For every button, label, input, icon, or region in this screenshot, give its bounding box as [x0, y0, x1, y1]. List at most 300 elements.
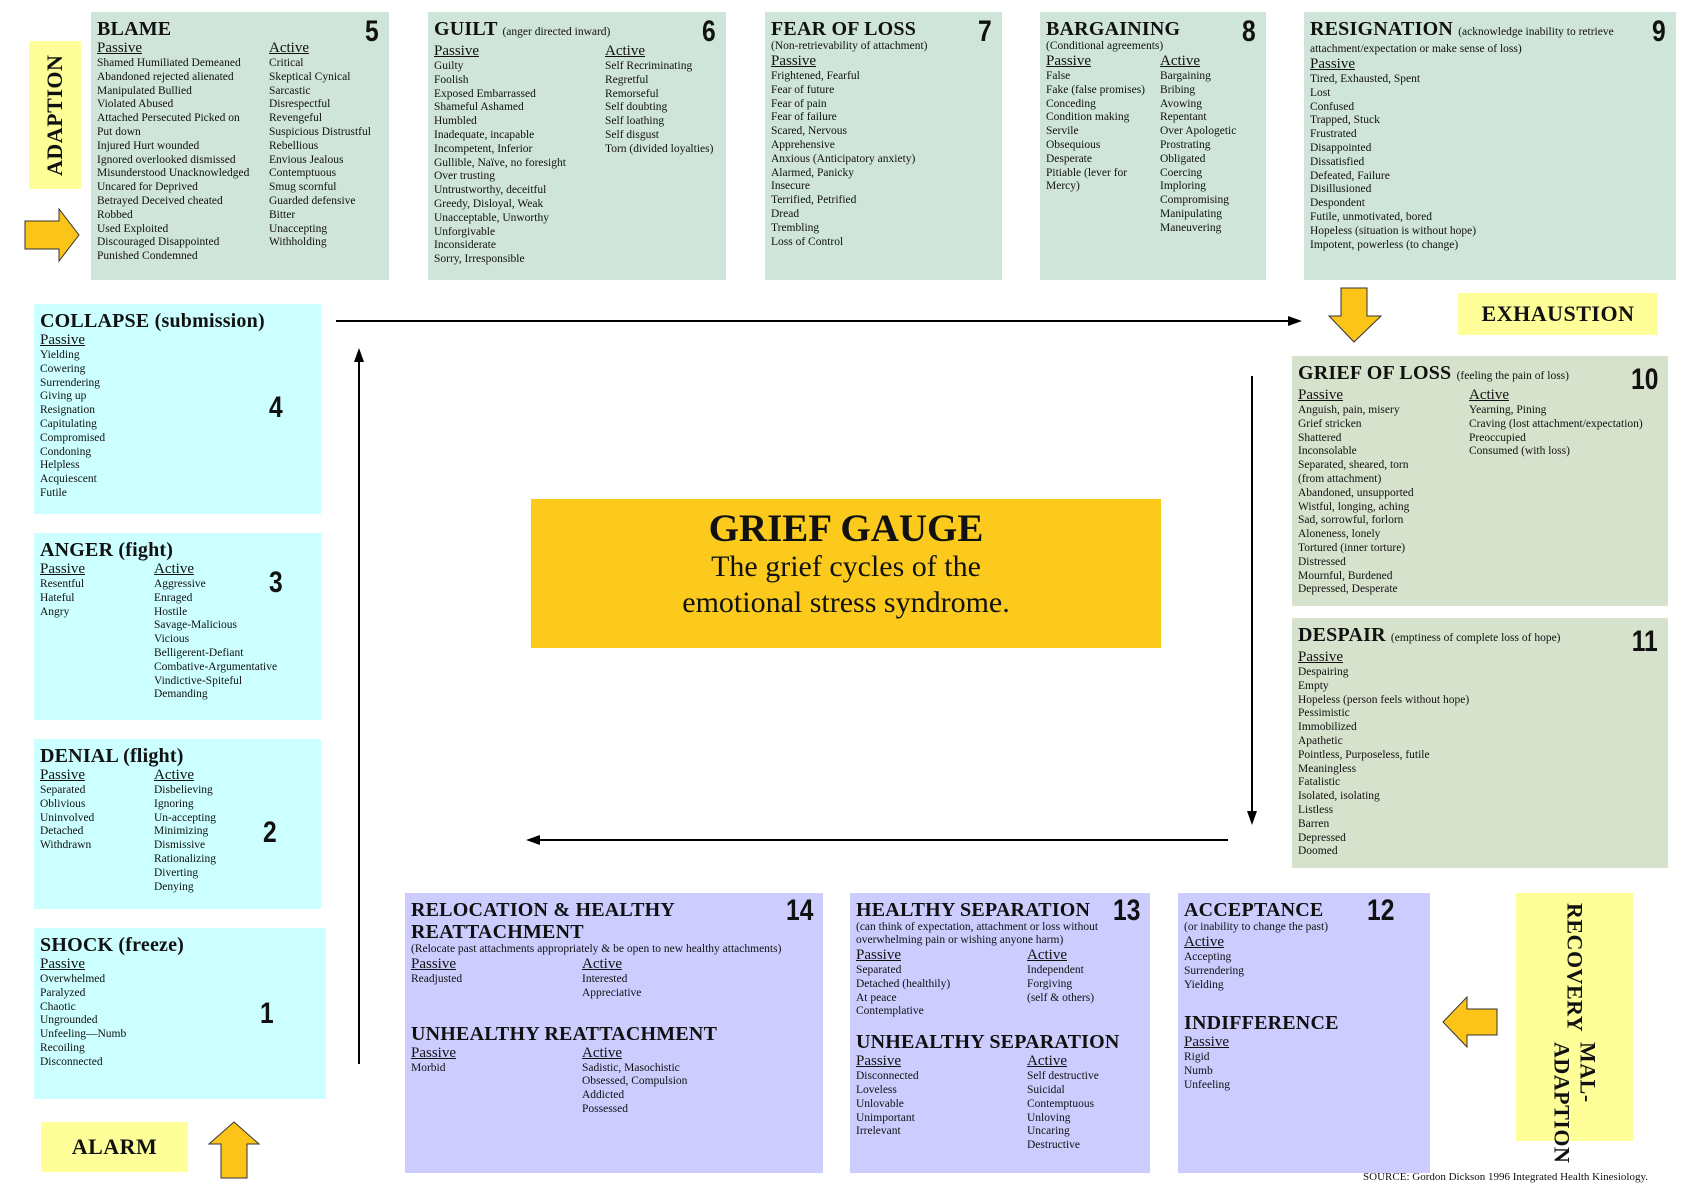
stage-subtitle: attachment/expectation or make sense of loss) — [1310, 43, 1522, 55]
exhaustion-label: EXHAUSTION — [1458, 293, 1658, 335]
feeling-item: Doomed — [1298, 845, 1338, 858]
stage-title: RELOCATION & HEALTHY — [411, 899, 676, 921]
feeling-item: Un-accepting — [154, 811, 216, 824]
arrow-down-icon — [1327, 286, 1383, 344]
feeling-item: Discouraged Disappointed — [97, 236, 220, 249]
feeling-item: Abandoned, unsupported — [1298, 486, 1414, 499]
stage-acceptance — [1178, 893, 1430, 1173]
feeling-item: Savage-Malicious — [154, 619, 238, 632]
arrow-left-icon — [1441, 995, 1499, 1049]
feeling-item: Despairing — [1298, 666, 1349, 678]
feeling-item: Unaccepting — [269, 222, 328, 235]
feeling-item: Apprehensive — [771, 138, 835, 151]
feeling-item: Helpless — [40, 459, 80, 472]
feeling-item: Hopeless (situation is without hope) — [1310, 224, 1477, 237]
feeling-item: Robbed — [97, 208, 133, 221]
feeling-item: Depressed — [1298, 831, 1346, 844]
feeling-item: Angry — [40, 605, 70, 618]
feeling-item: Empty — [1298, 679, 1329, 692]
stage-subtitle: (Non-retrievability of attachment) — [771, 40, 928, 52]
feeling-item: Maneuvering — [1160, 221, 1222, 234]
feeling-item: Cowering — [40, 362, 86, 375]
feeling-item: Loss of Control — [771, 235, 844, 248]
feeling-item: Depressed, Desperate — [1298, 583, 1398, 596]
stage-number: 12 — [1366, 894, 1394, 927]
passive-heading: Passive — [856, 1053, 901, 1070]
feeling-item: Hostile — [154, 605, 188, 618]
passive-heading: Passive — [40, 561, 85, 577]
feeling-item: Vindictive-Spiteful — [154, 674, 243, 687]
feeling-item: Sadistic, Masochistic — [582, 1061, 680, 1074]
passive-heading: Passive — [1298, 649, 1343, 665]
source-note: SOURCE: Gordon Dickson 1996 Integrated Health Kinesiology. — [1363, 1171, 1648, 1183]
stage-title: SHOCK (freeze) — [40, 934, 185, 956]
feeling-item: Prostrating — [1160, 138, 1211, 151]
feeling-item: Unlovable — [856, 1097, 904, 1110]
feeling-item: Torn (divided loyalties) — [605, 142, 714, 155]
feeling-item: Fear of failure — [771, 111, 837, 124]
feeling-item: Inadequate, incapable — [434, 128, 535, 141]
feeling-item: Misunderstood Unacknowledged — [97, 167, 250, 180]
feeling-item: Ungrounded — [40, 1014, 98, 1027]
stage-anger — [34, 533, 321, 720]
feeling-item: Desperate — [1046, 152, 1092, 165]
feeling-list — [856, 964, 1027, 1019]
stage-number: 5 — [365, 15, 379, 48]
stage-number: 9 — [1652, 15, 1666, 48]
feeling-item: Combative-Argumentative — [154, 660, 278, 673]
feeling-item: Shamed Humiliated Demeaned — [97, 57, 241, 69]
feeling-item: Appreciative — [582, 986, 642, 999]
feeling-item: Conceding — [1046, 97, 1096, 110]
feeling-item: Foolish — [434, 73, 469, 86]
feeling-list — [97, 57, 269, 264]
stage-note: (acknowledge inability to retrieve — [1458, 26, 1614, 38]
feeling-item: Bribing — [1160, 83, 1196, 96]
stage-title: HEALTHY SEPARATION — [856, 899, 1091, 921]
active-heading: Active — [269, 40, 309, 56]
stage-title: DENIAL (flight) — [40, 745, 184, 767]
feeling-item: False — [1046, 70, 1071, 82]
feeling-list — [1027, 964, 1094, 1005]
arrow-up-icon — [207, 1120, 261, 1180]
feeling-item: Abandoned rejected alienated — [97, 70, 234, 83]
stage-number: 4 — [269, 391, 283, 424]
feeling-item: Forgiving — [1027, 977, 1073, 990]
feeling-item: Despondent — [1310, 197, 1365, 210]
feeling-item: Trembling — [771, 221, 820, 234]
feeling-item: Suicidal — [1027, 1083, 1065, 1096]
feeling-item: Alarmed, Panicky — [771, 166, 855, 179]
feeling-item: Resignation — [40, 404, 95, 417]
feeling-list — [1298, 666, 1469, 859]
stage-grief-of-loss — [1292, 356, 1668, 606]
stage-title: FEAR OF LOSS — [771, 18, 917, 40]
feeling-item: Yielding — [1184, 978, 1224, 991]
feeling-item: Avowing — [1160, 97, 1202, 110]
feeling-list — [582, 973, 641, 1001]
feeling-item: Frustrated — [1310, 128, 1357, 141]
passive-heading: Passive — [411, 1044, 456, 1061]
feeling-item: Disconnected — [856, 1070, 919, 1083]
feeling-item: Resentful — [40, 578, 85, 590]
feeling-item: Immobilized — [1298, 721, 1357, 734]
feeling-item: Pitiable (lever for — [1046, 166, 1128, 179]
feeling-item: Detached — [40, 825, 84, 838]
feeling-item: Capitulating — [40, 417, 97, 430]
feeling-list — [411, 1062, 582, 1076]
feeling-item: Diverting — [154, 866, 199, 879]
feeling-item: Readjusted — [411, 973, 463, 985]
feeling-item: Exposed Embarrassed — [434, 87, 536, 100]
feeling-item: Withholding — [269, 236, 327, 249]
feeling-item: Unforgivable — [434, 225, 496, 238]
feeling-item: Mercy) — [1046, 180, 1080, 193]
feeling-item: Accepting — [1184, 951, 1232, 963]
stage-healthy-separation — [850, 893, 1150, 1173]
stage-subtitle: (Conditional agreements) — [1046, 40, 1164, 52]
passive-heading: Passive — [1298, 387, 1343, 403]
stage-title: BLAME — [97, 18, 172, 40]
feeling-item: Destructive — [1027, 1139, 1081, 1152]
feeling-item: Numb — [1184, 1065, 1213, 1078]
feeling-list — [1184, 951, 1244, 992]
stage-title: ANGER (fight) — [40, 539, 174, 561]
feeling-item: Disbelieving — [154, 784, 213, 796]
feeling-item: Consumed (with loss) — [1469, 445, 1570, 458]
active-heading: Active — [1027, 1053, 1067, 1070]
feeling-list — [154, 578, 277, 702]
feeling-item: Condoning — [40, 445, 92, 458]
feeling-item: Violated Abused — [97, 98, 174, 111]
feeling-item: Smug scornful — [269, 181, 337, 194]
arrowhead-right — [1288, 316, 1302, 326]
feeling-item: Disrespectful — [269, 98, 331, 111]
feeling-item: Loveless — [856, 1083, 897, 1096]
feeling-list — [1310, 73, 1476, 252]
stage-resignation — [1304, 12, 1676, 280]
feeling-item: Unloving — [1027, 1111, 1071, 1124]
recovery-label — [1516, 893, 1633, 1164]
feeling-item: Belligerent-Defiant — [154, 646, 244, 659]
feeling-item: Contemplative — [856, 1005, 924, 1018]
stage-title: BARGAINING — [1046, 18, 1181, 40]
page-subtitle: emotional stress syndrome. — [682, 586, 1010, 619]
stage-number: 3 — [269, 566, 283, 599]
feeling-item: Impotent, powerless (to change) — [1310, 238, 1459, 251]
feeling-item: Listless — [1298, 803, 1334, 816]
feeling-item: Sorry, Irresponsible — [434, 253, 525, 266]
stage-denial — [34, 739, 321, 909]
feeling-list — [1184, 1051, 1230, 1092]
feeling-item: Chaotic — [40, 1000, 76, 1013]
stage-note: (anger directed inward) — [502, 26, 611, 38]
passive-heading: Passive — [1184, 1034, 1229, 1051]
feeling-item: Possessed — [582, 1102, 629, 1115]
feeling-item: Separated, sheared, torn — [1298, 459, 1409, 472]
stage-title: GRIEF OF LOSS — [1298, 362, 1452, 384]
feeling-item: Anguish, pain, misery — [1298, 404, 1400, 416]
feeling-item: Incompetent, Inferior — [434, 142, 533, 155]
feeling-item: Self doubting — [605, 101, 668, 114]
feeling-item: Uncared for Deprived — [97, 181, 198, 194]
feeling-item: Tired, Exhausted, Spent — [1310, 73, 1421, 85]
feeling-item: Repentant — [1160, 111, 1207, 124]
feeling-list — [269, 57, 371, 250]
feeling-list — [771, 70, 915, 249]
feeling-list — [40, 578, 154, 619]
stage-title-2: INDIFFERENCE — [1184, 1012, 1339, 1035]
feeling-item: Uncaring — [1027, 1125, 1070, 1138]
stage-number: 7 — [978, 15, 992, 48]
feeling-item: Anxious (Anticipatory anxiety) — [771, 152, 916, 165]
arrowhead-left — [526, 835, 540, 845]
feeling-item: Futile, unmotivated, bored — [1310, 210, 1433, 223]
passive-heading: Passive — [434, 43, 479, 59]
active-heading: Active — [582, 1044, 622, 1061]
arrow-right-icon — [23, 207, 81, 263]
feeling-item: (self & others) — [1027, 991, 1095, 1004]
feeling-item: Disconnected — [40, 1055, 103, 1068]
feeling-item: Distressed — [1298, 555, 1346, 568]
feeling-item: Demanding — [154, 688, 208, 701]
maladaption-text: MAL-ADAPTION — [1549, 1042, 1601, 1164]
passive-heading: Passive — [40, 767, 85, 783]
grief-gauge-panel — [531, 499, 1161, 648]
stage-title-2: UNHEALTHY REATTACHMENT — [411, 1022, 718, 1045]
feeling-item: Humbled — [434, 115, 477, 128]
passive-heading: Passive — [411, 956, 456, 972]
stage-number: 1 — [260, 997, 274, 1030]
feeling-item: Contemptuous — [1027, 1097, 1095, 1110]
feeling-item: Self destructive — [1027, 1070, 1099, 1083]
feeling-item: Uninvolved — [40, 811, 95, 824]
feeling-list — [411, 973, 582, 987]
feeling-item: Giving up — [40, 390, 87, 403]
feeling-item: Unacceptable, Unworthy — [434, 211, 549, 224]
active-heading: Active — [605, 43, 645, 59]
feeling-list — [154, 784, 216, 894]
feeling-item: Grief stricken — [1298, 417, 1362, 430]
stage-title: DESPAIR — [1298, 624, 1386, 646]
feeling-item: Acquiescent — [40, 473, 97, 486]
feeling-item: Yielding — [40, 349, 80, 361]
feeling-item: Unfeeling—Numb — [40, 1028, 127, 1041]
feeling-item: Apathetic — [1298, 734, 1343, 747]
feeling-item: Betrayed Deceived cheated — [97, 194, 223, 207]
stage-relocation — [405, 893, 823, 1173]
feeling-item: Condition making — [1046, 111, 1130, 124]
feeling-item: Surrendering — [1184, 964, 1245, 977]
feeling-item: Overwhelmed — [40, 973, 106, 985]
stage-number: 11 — [1631, 625, 1658, 658]
feeling-item: Minimizing — [154, 825, 209, 838]
stage-subtitle: overwhelming pain or wishing anyone harm) — [856, 934, 1064, 946]
stage-guilt — [428, 12, 726, 280]
feeling-item: Tortured (inner torture) — [1298, 541, 1406, 554]
feeling-item: Terrified, Petrified — [771, 194, 857, 207]
feeling-item: Wistful, longing, aching — [1298, 500, 1410, 513]
feeling-item: Morbid — [411, 1061, 446, 1074]
feeling-item: Disillusioned — [1310, 183, 1372, 196]
feeling-item: Envious Jealous — [269, 153, 344, 166]
feeling-item: Meaningless — [1298, 762, 1357, 775]
feeling-list — [1027, 1070, 1099, 1153]
stage-title: GUILT — [434, 18, 498, 40]
feeling-item: Obsequious — [1046, 138, 1101, 151]
feeling-item: Obligated — [1160, 152, 1206, 165]
feeling-item: Greedy, Disloyal, Weak — [434, 197, 544, 210]
active-heading: Active — [1184, 934, 1224, 950]
feeling-item: Craving (lost attachment/expectation) — [1469, 417, 1643, 430]
active-heading: Active — [582, 956, 622, 972]
stage-subtitle: (or inability to change the past) — [1184, 921, 1329, 933]
feeling-item: Guilty — [434, 60, 464, 72]
stage-title-2: UNHEALTHY SEPARATION — [856, 1031, 1120, 1054]
feeling-item: Interested — [582, 973, 628, 985]
stage-title: ACCEPTANCE — [1184, 899, 1324, 921]
active-heading: Active — [1027, 947, 1067, 963]
feeling-item: Sad, sorrowful, forlorn — [1298, 514, 1404, 527]
feeling-item: Shattered — [1298, 431, 1342, 444]
passive-heading: Passive — [856, 947, 901, 963]
feeling-item: Critical — [269, 57, 304, 69]
active-heading: Active — [154, 561, 194, 577]
feeling-list — [1160, 70, 1236, 236]
feeling-item: Injured Hurt wounded — [97, 139, 200, 152]
feeling-item: Ignoring — [154, 797, 194, 810]
feeling-item: Skeptical Cynical — [269, 70, 351, 83]
feeling-item: Guarded defensive — [269, 194, 356, 207]
feeling-item: At peace — [856, 991, 897, 1004]
feeling-item: Fear of pain — [771, 97, 827, 110]
feeling-item: Self disgust — [605, 128, 659, 141]
page-title: GRIEF GAUGE — [708, 507, 984, 550]
feeling-item: Untrustworthy, deceitful — [434, 184, 547, 197]
feeling-item: Servile — [1046, 125, 1079, 138]
stage-despair — [1292, 618, 1668, 868]
feeling-item: Fake (false promises) — [1046, 83, 1145, 96]
feeling-list — [434, 60, 605, 267]
feeling-item: Disappointed — [1310, 141, 1372, 154]
stage-title: RESIGNATION — [1310, 18, 1453, 40]
recovery-text: RECOVERY — [1562, 903, 1588, 1033]
stage-bargaining — [1040, 12, 1266, 280]
feeling-item: Compromising — [1160, 194, 1230, 207]
feeling-item: Defeated, Failure — [1310, 169, 1390, 182]
arrowhead-down — [1247, 811, 1257, 825]
feeling-item: Unfeeling — [1184, 1078, 1230, 1091]
stage-collapse — [34, 304, 321, 514]
feeling-item: Confused — [1310, 100, 1355, 113]
feeling-item: Futile — [40, 486, 67, 499]
feeling-list — [856, 1070, 1027, 1139]
feeling-list — [40, 973, 126, 1070]
feeling-item: Hateful — [40, 591, 75, 604]
feeling-item: Vicious — [154, 633, 190, 646]
feeling-item: Paralyzed — [40, 986, 86, 999]
feeling-item: Denying — [154, 880, 194, 893]
feeling-list — [1469, 404, 1643, 459]
stage-number: 6 — [702, 15, 716, 48]
feeling-list — [605, 60, 713, 157]
passive-heading: Passive — [1046, 53, 1091, 69]
feeling-item: Regretful — [605, 73, 649, 86]
feeling-list — [1298, 404, 1469, 597]
feeling-item: Preoccupied — [1469, 431, 1526, 444]
stage-number: 8 — [1242, 15, 1256, 48]
feeling-item: Rigid — [1184, 1051, 1210, 1064]
feeling-item: Dismissive — [154, 839, 206, 852]
active-heading: Active — [154, 767, 194, 783]
feeling-item: Dissatisfied — [1310, 155, 1365, 168]
feeling-item: Dread — [771, 207, 800, 220]
feeling-item: Unimportant — [856, 1111, 915, 1124]
feeling-item: Suspicious Distrustful — [269, 125, 371, 138]
active-heading: Active — [1469, 387, 1509, 403]
feeling-item: Attached Persecuted Picked on — [97, 112, 240, 125]
passive-heading: Passive — [771, 53, 816, 69]
feeling-item: Fear of future — [771, 83, 835, 96]
feeling-item: Rebellious — [269, 139, 319, 152]
stage-number: 2 — [263, 816, 277, 849]
passive-heading: Passive — [1310, 56, 1355, 72]
feeling-item: Irrelevant — [856, 1125, 901, 1138]
feeling-item: Bargaining — [1160, 70, 1211, 82]
feeling-item: Barren — [1298, 817, 1330, 830]
stage-title: REATTACHMENT — [411, 921, 584, 943]
feeling-item: Enraged — [154, 591, 193, 604]
feeling-item: Withdrawn — [40, 839, 92, 852]
feeling-item: Manipulated Bullied — [97, 84, 192, 97]
feeling-item: Put down — [97, 125, 141, 138]
alarm-label: ALARM — [41, 1122, 188, 1172]
passive-heading: Passive — [40, 332, 85, 348]
stage-subtitle: (Relocate past attachments appropriately & be open to new healthy attachments) — [411, 943, 782, 955]
feeling-item: Insecure — [771, 180, 810, 193]
passive-heading: Passive — [40, 956, 85, 972]
feeling-item: Gullible, Naïve, no foresight — [434, 156, 566, 169]
feeling-item: Pointless, Purposeless, futile — [1298, 748, 1430, 761]
feeling-item: Punished Condemned — [97, 250, 198, 263]
feeling-item: Remorseful — [605, 87, 659, 100]
feeling-item: Compromised — [40, 431, 106, 444]
feeling-item: Scared, Nervous — [771, 125, 848, 138]
feeling-item: Self loathing — [605, 115, 665, 128]
stage-note: (feeling the pain of loss) — [1456, 370, 1569, 382]
feeling-item: Separated — [856, 964, 902, 976]
feeling-item: Inconsolable — [1298, 445, 1357, 458]
feeling-item: Inconsiderate — [434, 239, 496, 252]
feeling-item: Trapped, Stuck — [1310, 114, 1380, 127]
feeling-item: Surrendering — [40, 376, 101, 389]
feeling-item: Manipulating — [1160, 207, 1222, 220]
feeling-item: Over Apologetic — [1160, 125, 1237, 138]
feeling-item: Over trusting — [434, 170, 496, 183]
feeling-item: Obsessed, Compulsion — [582, 1075, 688, 1088]
feeling-item: Self Recriminating — [605, 60, 693, 72]
stage-number: 14 — [785, 894, 813, 927]
feeling-item: Separated — [40, 784, 86, 796]
feeling-item: Fatalistic — [1298, 776, 1341, 789]
feeling-list — [40, 349, 105, 501]
stage-number: 13 — [1112, 894, 1140, 927]
passive-heading: Passive — [97, 40, 142, 56]
feeling-item: Oblivious — [40, 797, 86, 810]
feeling-item: Sarcastic — [269, 84, 311, 97]
feeling-item: Contemptuous — [269, 167, 337, 180]
feeling-item: Pessimistic — [1298, 707, 1350, 720]
